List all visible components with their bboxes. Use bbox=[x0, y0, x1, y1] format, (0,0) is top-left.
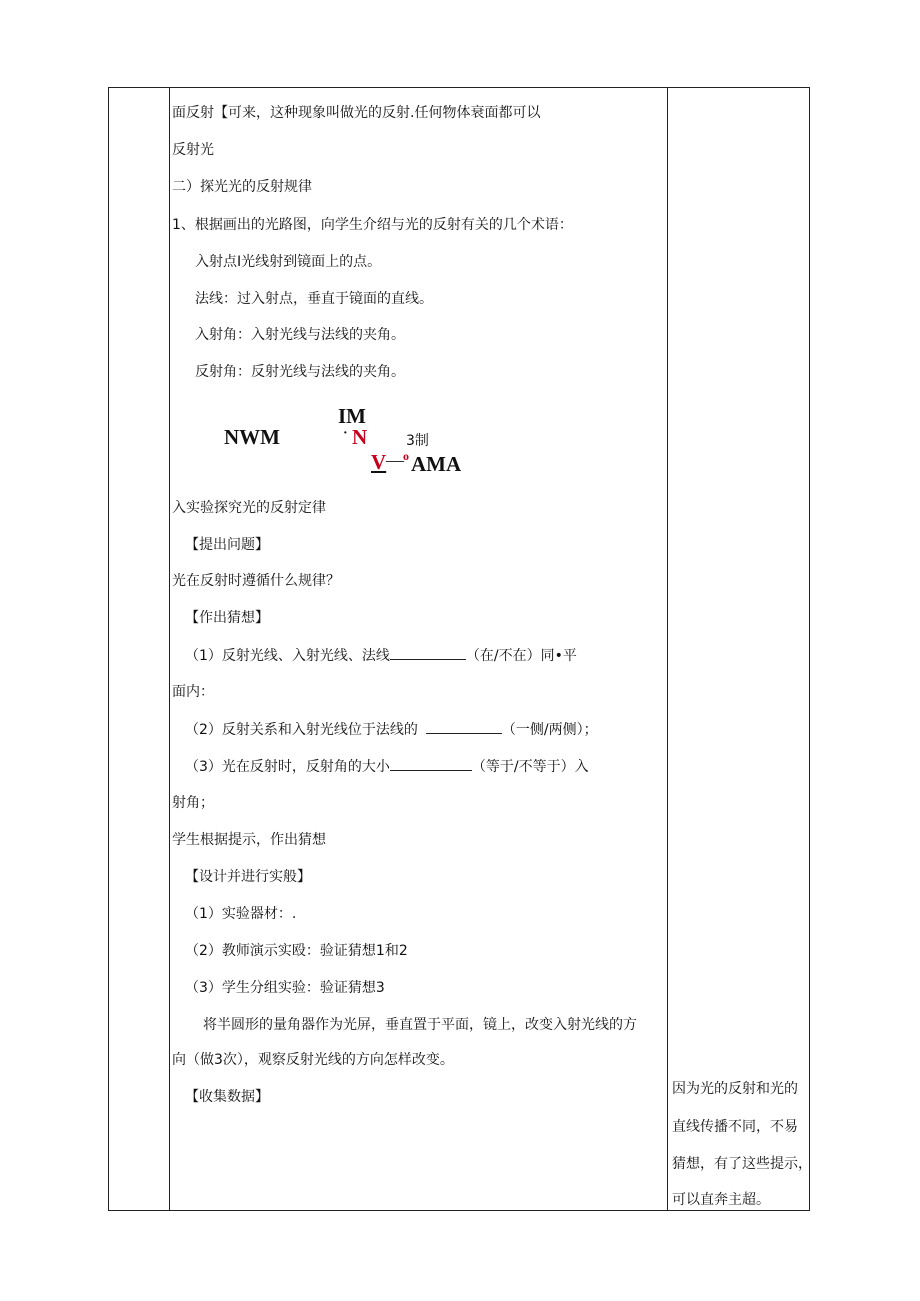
text-line: 光在反射时遵循什么规律？ bbox=[172, 573, 340, 589]
side-note-line: 直线传播不同，不易 bbox=[672, 1119, 798, 1135]
bracket-heading: 【设计并进行实般】 bbox=[185, 869, 311, 885]
figure-label-n: N bbox=[352, 425, 368, 449]
text-line: 面内： bbox=[172, 684, 214, 700]
bracket-heading: 【收集数据】 bbox=[185, 1089, 269, 1105]
text-line: 面反射【可来，这种现象叫做光的反射.任何物体衰面都可以 bbox=[172, 105, 541, 121]
figure-label-v: V bbox=[371, 450, 387, 474]
figure-label-ama: AMA bbox=[411, 452, 462, 476]
text-line: 1、根据画出的光路图，向学生介绍与光的反射有关的几个术语： bbox=[172, 217, 573, 233]
step-item: （3）学生分组实验：验证猜想3 bbox=[185, 980, 385, 996]
step-item: （1）实验器材：. bbox=[185, 906, 297, 922]
term-definition: 入射角：入射光线与法线的夹角。 bbox=[195, 327, 405, 343]
section-heading: 入实验探究光的反射定律 bbox=[172, 500, 326, 516]
side-note-line: 可以直奔主超。 bbox=[672, 1192, 770, 1208]
guess-text: （1）反射光线、入射光线、法线 bbox=[185, 648, 390, 664]
answer-blank[interactable] bbox=[390, 645, 466, 660]
guess-text: （等于/不等于）入 bbox=[471, 759, 589, 775]
term-definition: 入射点I光线射到镜面上的点。 bbox=[195, 254, 382, 270]
guess-item bbox=[185, 645, 577, 666]
section-heading: 二）探光光的反射规律 bbox=[172, 179, 312, 195]
guess-item bbox=[185, 756, 589, 777]
guess-text: （2）反射关系和入射光线位于法线的 bbox=[185, 722, 418, 738]
figure-label-im: IM bbox=[338, 404, 366, 428]
figure-dot: · bbox=[343, 426, 348, 441]
guess-text: （一侧/两侧）； bbox=[501, 722, 598, 738]
answer-blank[interactable] bbox=[426, 719, 502, 734]
guess-text: （3）光在反射时，反射角的大小 bbox=[185, 759, 390, 775]
guess-text: （在/不在）同•平 bbox=[465, 648, 577, 664]
figure-label-num: 3制 bbox=[406, 433, 429, 449]
figure-label-nwm: NWM bbox=[224, 425, 280, 449]
side-note-line: 因为光的反射和光的 bbox=[672, 1081, 798, 1097]
text-line: 反射光 bbox=[172, 142, 214, 158]
term-definition: 反射角：反射光线与法线的夹角。 bbox=[195, 364, 405, 380]
text-line: 射角； bbox=[172, 795, 214, 811]
side-note-line: 猜想，有了这些提示， bbox=[672, 1156, 812, 1172]
bracket-heading: 【作出猜想】 bbox=[185, 610, 269, 626]
text-line: 将半圆形的量角器作为光屏，垂直置于平面，镜上，改变入射光线的方 bbox=[203, 1017, 637, 1033]
text-line: 向（做3次），观察反射光线的方向怎样改变。 bbox=[172, 1052, 454, 1068]
answer-blank[interactable] bbox=[390, 756, 472, 771]
term-definition: 法线：过入射点，垂直于镜面的直线。 bbox=[195, 291, 433, 307]
column-divider-left bbox=[169, 88, 170, 1210]
figure-label-o: o bbox=[403, 449, 409, 463]
bracket-heading: 【提出问题】 bbox=[185, 537, 269, 553]
guess-item bbox=[185, 719, 598, 740]
figure-dash: — bbox=[386, 450, 404, 470]
text-line: 学生根据提示，作出猜想 bbox=[172, 832, 326, 848]
step-item: （2）教师演示实殴：验证猜想1和2 bbox=[185, 943, 408, 959]
column-divider-right bbox=[667, 88, 668, 1210]
